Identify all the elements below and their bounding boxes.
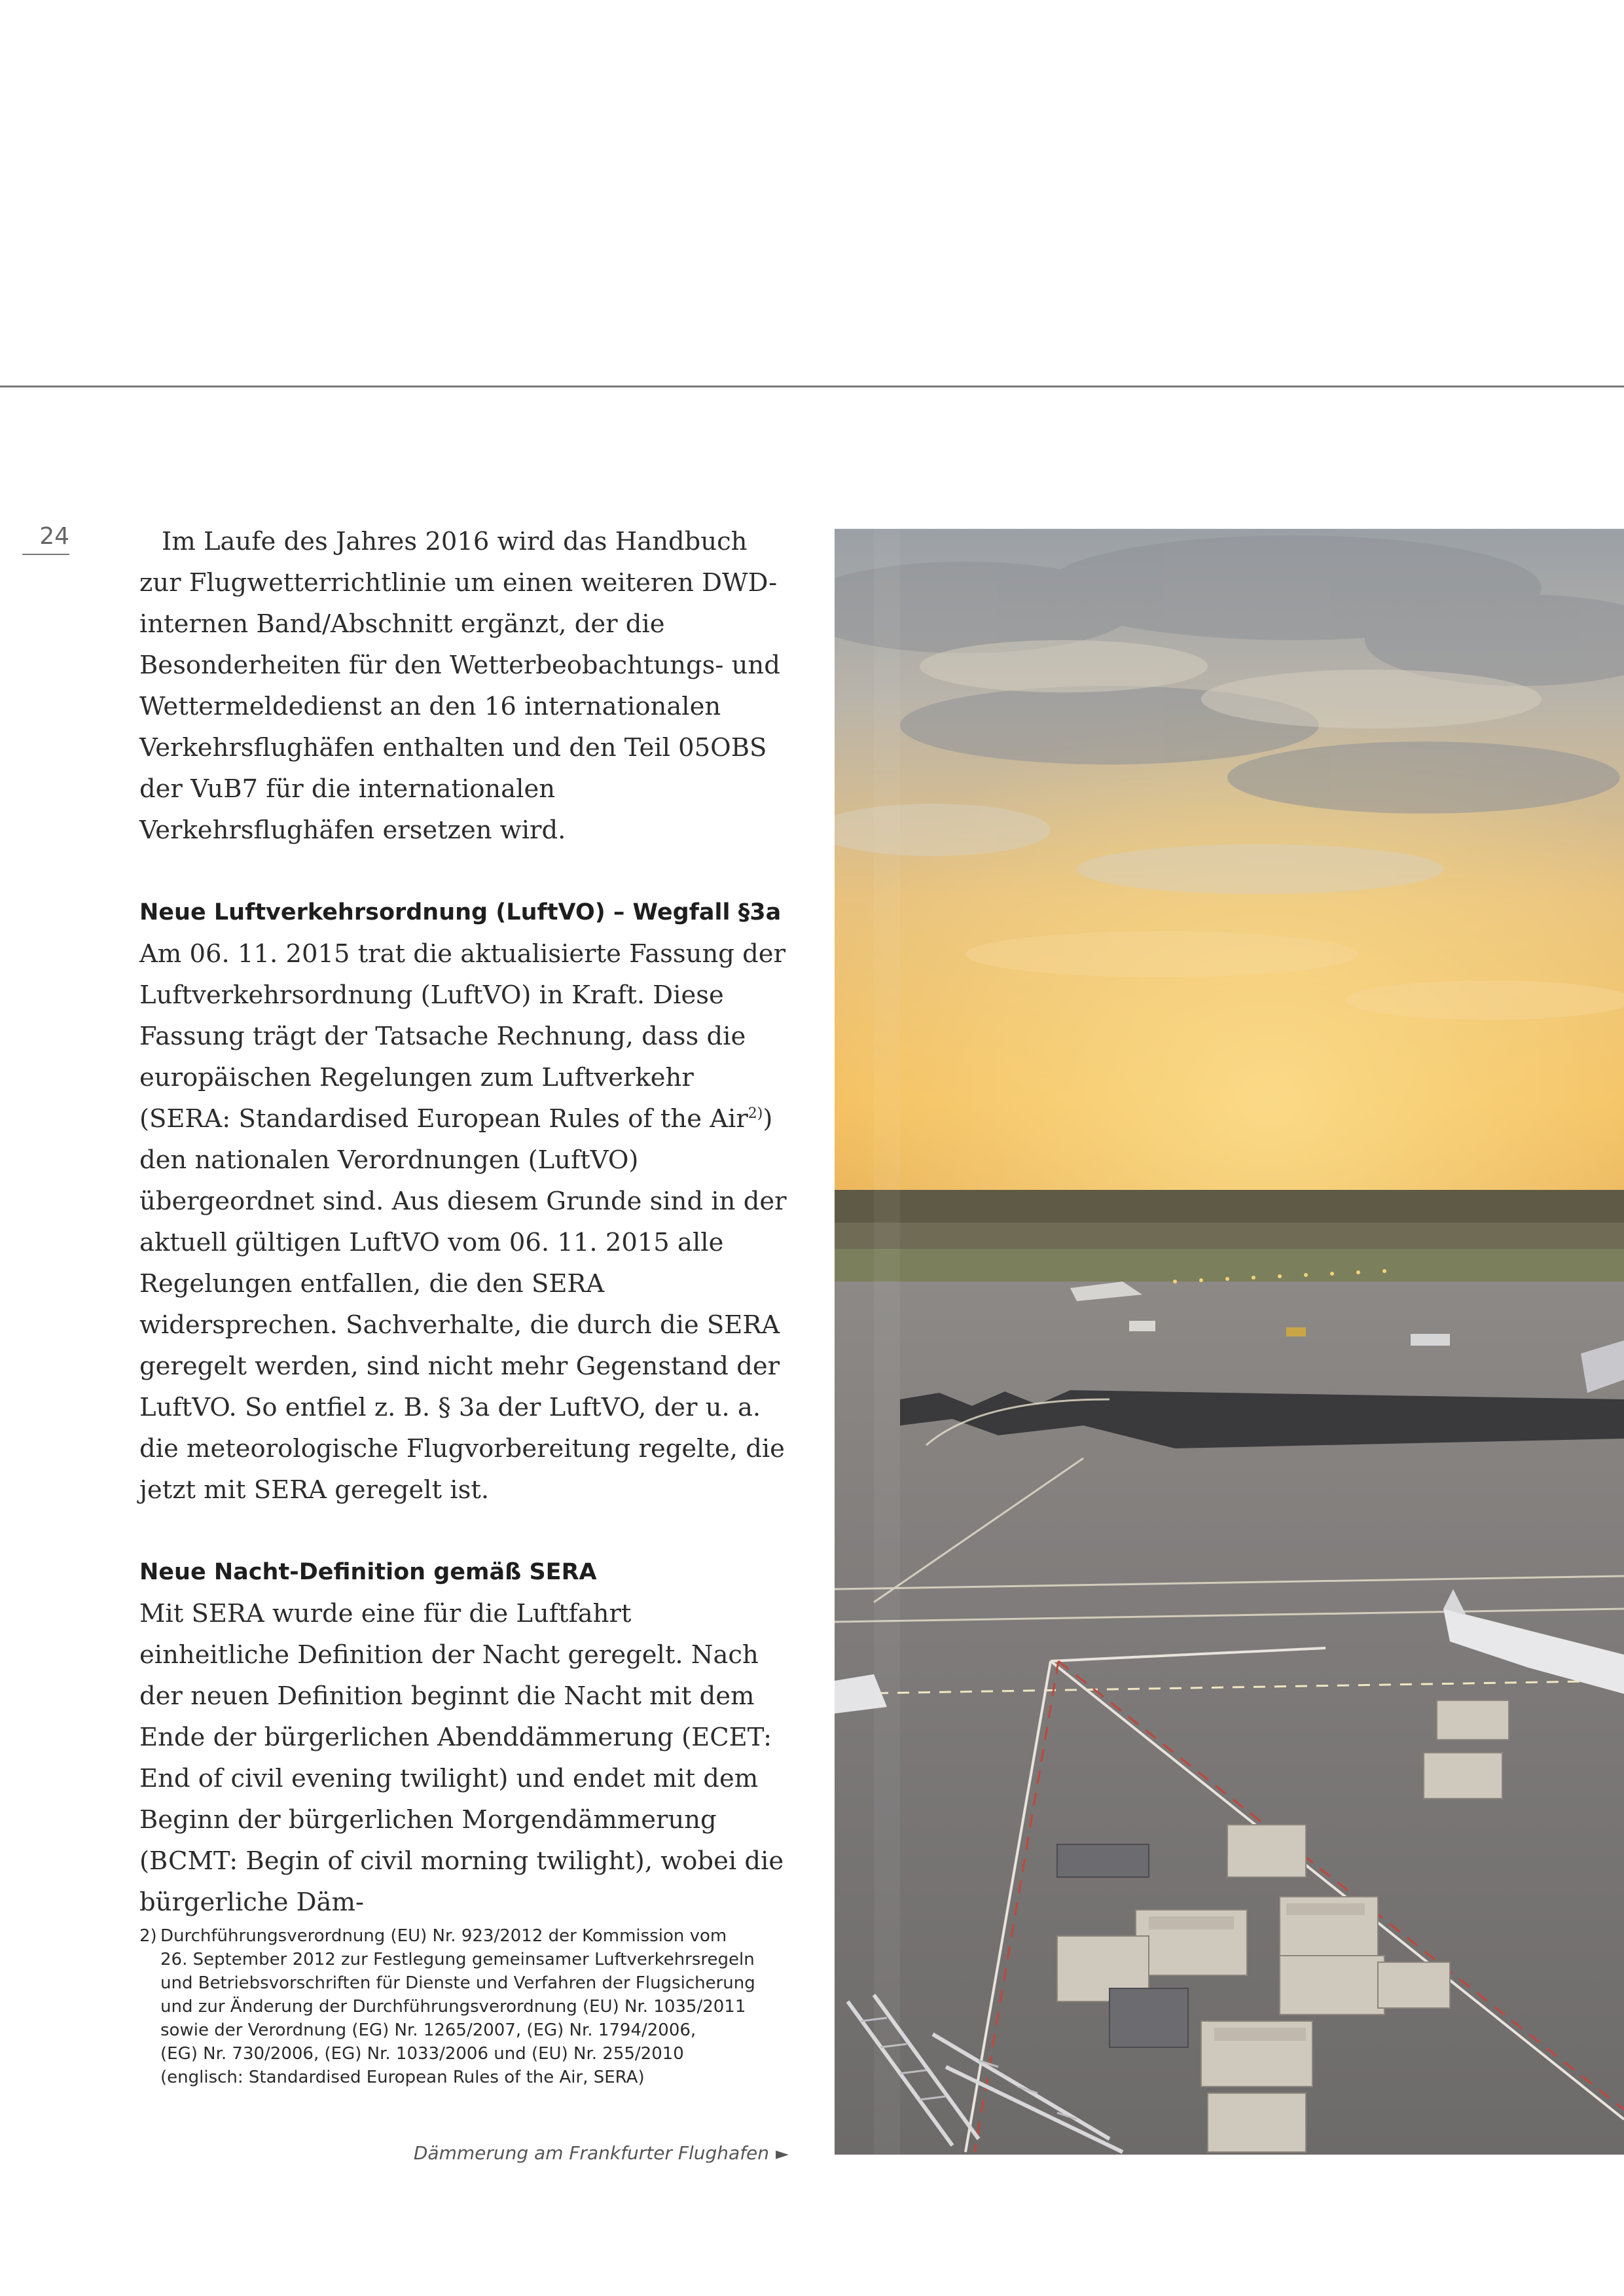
footnote-line-3: und Betriebsvorschriften für Dienste und Verfahren der Flugsicherung bbox=[160, 1973, 755, 1993]
heading-night-definition: Neue Nacht-Definition gemäß SERA bbox=[139, 1559, 597, 1585]
footnote-line-4: und zur Änderung der Durchführungsverordnung (EU) Nr. 1035/2011 bbox=[160, 1997, 746, 2017]
footnote-line-1: Durchführungsverordnung (EU) Nr. 923/2012 der Kommission vom bbox=[160, 1926, 727, 1946]
airport-dusk-photo bbox=[835, 529, 1624, 2155]
header-rule bbox=[0, 386, 1624, 387]
caption-arrow-icon: ► bbox=[776, 2144, 789, 2164]
caption-text: Dämmerung am Frankfurter Flughafen bbox=[413, 2142, 769, 2164]
paragraph-luftvo-part2: ) den nationalen Verordnungen (LuftVO) übergeordnet sind. Aus diesem Grunde sind in der aktuell gültigen LuftVO vom 06. 11. 2015 alle Regelungen entfallen, die den SERA widersprechen. Sachverhalte, die durch die SERA geregelt werden, sind nicht mehr Gegenstand der LuftVO. So entfiel z. B. § 3a der LuftVO, der u. a. die meteorologische Flugvorbereitung regelte, die jetzt mit SERA geregelt ist. bbox=[139, 1104, 787, 1505]
paragraph-luftvo bbox=[139, 933, 787, 1511]
paragraph-luftvo-part1: Am 06. 11. 2015 trat die aktualisierte Fassung der Luftverkehrsordnung (LuftVO) in Kraft. Diese Fassung trägt der Tatsache Rechnung, dass die europäischen Regelungen zum Luftverkehr (SERA: Standardised European Rules of the Air bbox=[139, 939, 785, 1134]
heading-luftvo: Neue Luftverkehrsordnung (LuftVO) – Wegfall §3a bbox=[139, 899, 782, 925]
photo-caption bbox=[367, 2140, 789, 2167]
paragraph-handbook: Im Laufe des Jahres 2016 wird das Handbuch zur Flugwetterrichtlinie um einen weiteren DWD-internen Band/Abschnitt ergänzt, der die Besonderheiten für den Wetterbeobachtungs- und Wettermeldedienst an den 16 internationalen Verkehrsflughäfen enthalten und den Teil 05OBS der VuB7 für die internationalen Verkehrsflughäfen ersetzen wird. bbox=[139, 527, 780, 845]
footnote-line-7: (englisch: Standardised European Rules of the Air, SERA) bbox=[160, 2068, 645, 2087]
body-text-column bbox=[139, 521, 787, 1923]
footnote-line-6: (EG) Nr. 730/2006, (EG) Nr. 1033/2006 und (EU) Nr. 255/2010 bbox=[160, 2044, 684, 2064]
footnote-label: 2) bbox=[139, 1926, 157, 1946]
footnote bbox=[139, 1924, 794, 2089]
paragraph-night-definition: Mit SERA wurde eine für die Luftfahrt einheitliche Definition der Nacht geregelt. Nach der neuen Definition beginnt die Nacht mit dem Ende der bürgerlichen Abenddämmerung (ECET: End of civil evening twilight) und endet mit dem Beginn der bürgerlichen Morgendämmerung (BCMT: Begin of civil morning twilight), wobei die bürgerliche Däm- bbox=[139, 1599, 784, 1917]
footnote-line-2: 26. September 2012 zur Festlegung gemeinsamer Luftverkehrsregeln bbox=[160, 1950, 755, 1969]
page-number: 24 bbox=[22, 524, 69, 555]
footnote-line-5: sowie der Verordnung (EG) Nr. 1265/2007, (EG) Nr. 1794/2006, bbox=[160, 2020, 696, 2040]
footnote-ref[interactable]: 2) bbox=[748, 1105, 763, 1122]
footnote-first-line bbox=[139, 1924, 794, 1948]
